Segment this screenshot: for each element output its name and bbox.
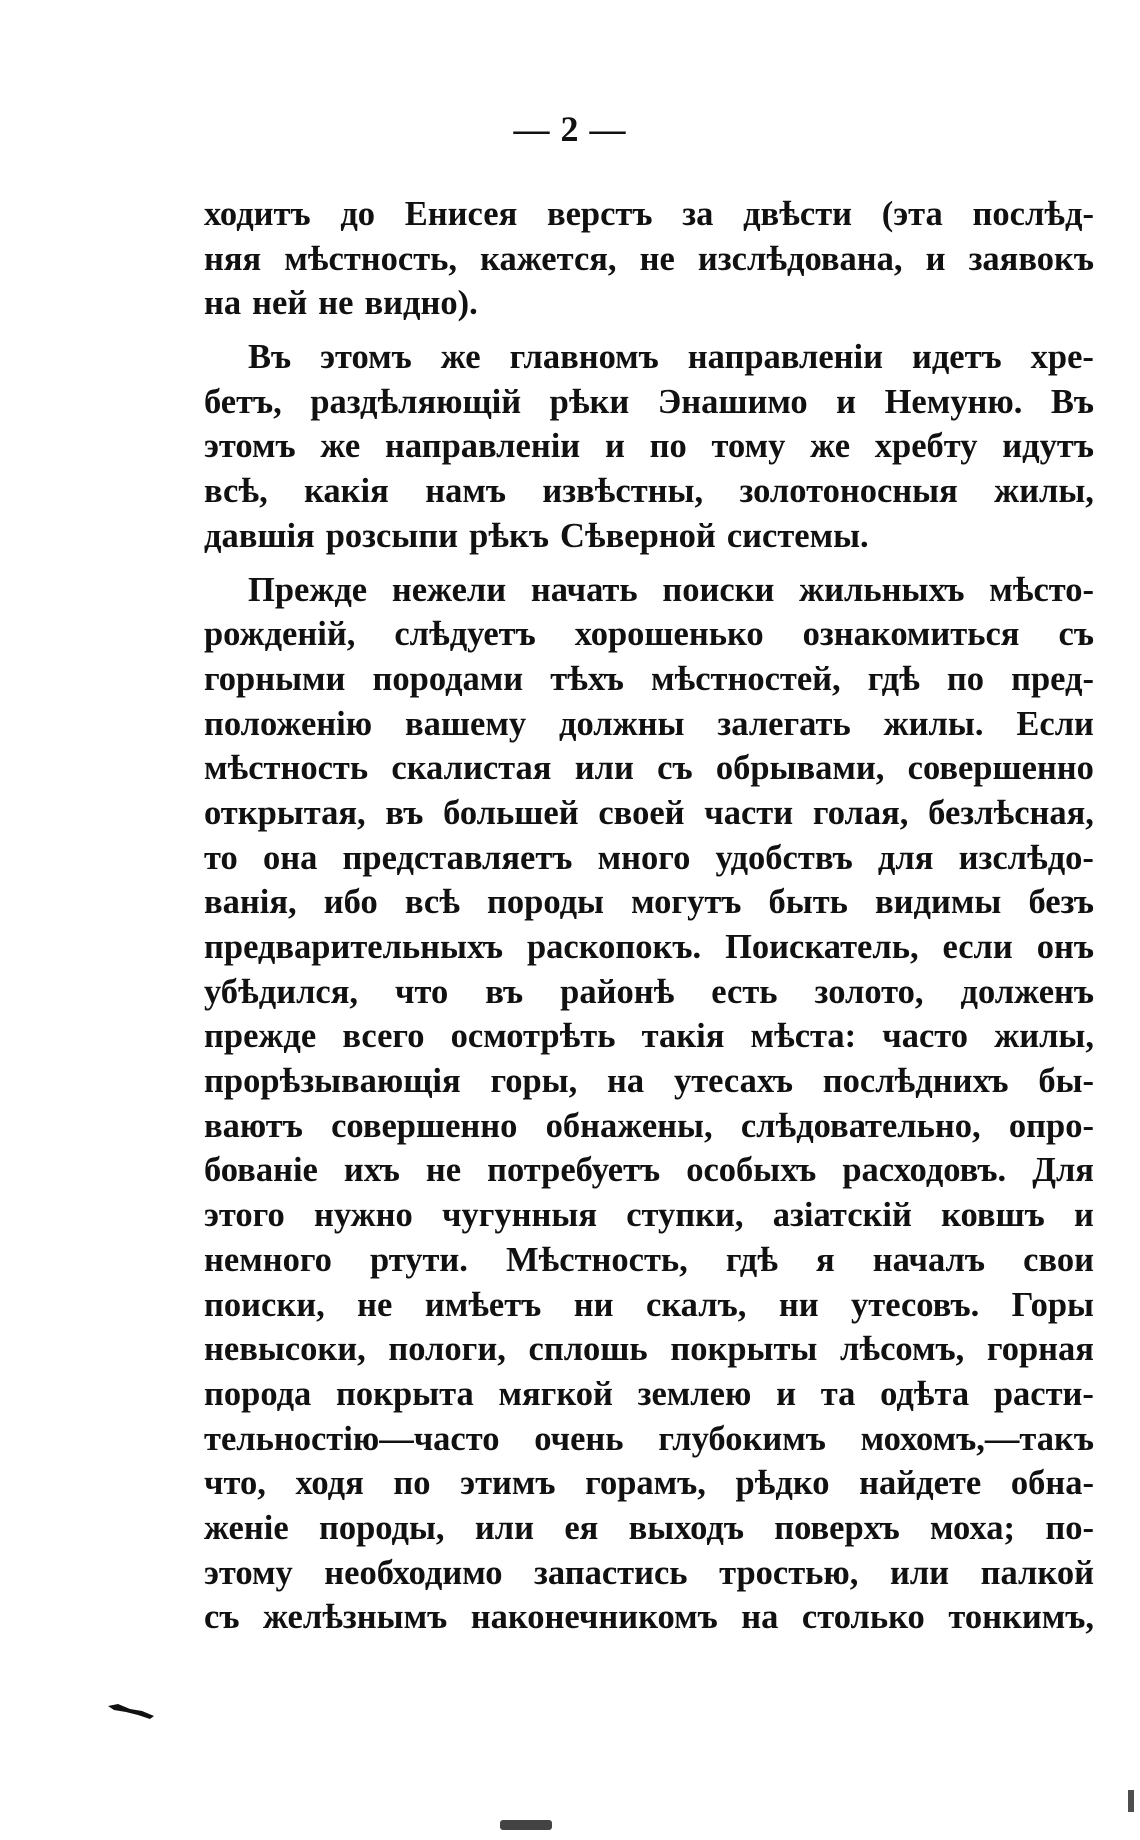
text-line: прежде всего осмотрѣть такія мѣста: часто жилы, — [204, 1017, 1094, 1056]
page-number: — 2 — — [513, 109, 627, 149]
ink-smudge — [108, 1702, 156, 1720]
paragraph — [204, 568, 1094, 1641]
text-line: прорѣзывающія горы, на утесахъ послѣднихъ бы- — [204, 1062, 1094, 1101]
text-line: немного ртути. Мѣстность, гдѣ я началъ свои — [204, 1240, 1094, 1279]
text-line: горными породами тѣхъ мѣстностей, гдѣ по пред- — [204, 659, 1094, 698]
text-line: тельностію—часто очень глубокимъ мохомъ,—такъ — [204, 1419, 1094, 1458]
text-line: бетъ, раздѣляющій рѣки Энашимо и Немуню. Въ — [204, 382, 1094, 421]
text-line: рожденій, слѣдуетъ хорошенько ознакомиться съ — [204, 615, 1094, 654]
text-line: ванія, ибо всѣ породы могутъ быть видимы безъ — [204, 883, 1094, 922]
text-line: ваютъ совершенно обнажены, слѣдовательно, опро- — [204, 1106, 1094, 1145]
ink-mark — [500, 1820, 552, 1830]
text-line: Въ этомъ же главномъ направленіи идетъ хре- — [248, 338, 1094, 377]
text-line: положенію вашему должны залегать жилы. Если — [204, 704, 1094, 743]
text-line: поиски, не имѣетъ ни скалъ, ни утесовъ. Горы — [204, 1285, 1094, 1324]
text-line: Прежде нежели начать поиски жильныхъ мѣсто- — [248, 570, 1094, 609]
paragraph-gap — [204, 326, 1094, 335]
text-line: предварительныхъ раскопокъ. Поискатель, если онъ — [204, 928, 1094, 966]
text-line: мѣстность скалистая или съ обрывами, совершенно — [204, 749, 1094, 788]
text-line: что, ходя по этимъ горамъ, рѣдко найдете обна- — [204, 1464, 1094, 1503]
text-line: бованіе ихъ не потребуетъ особыхъ расходовъ. Для — [204, 1151, 1094, 1190]
text-line: женіе породы, или ея выходъ поверхъ моха; по- — [204, 1508, 1094, 1547]
text-line: то она представляетъ много удобствъ для изслѣдо- — [204, 838, 1094, 877]
text-line: порода покрыта мягкой землею и та одѣта расти- — [204, 1374, 1094, 1413]
paragraph — [204, 192, 1094, 326]
text-line: давшія розсыпи рѣкъ Сѣверной системы. — [204, 516, 869, 555]
text-line: съ желѣзнымъ наконечникомъ на столько тонкимъ, — [204, 1598, 1094, 1637]
text-line: открытая, въ большей своей части голая, безлѣсная, — [204, 793, 1094, 832]
text-line: этомъ же направленіи и по тому же хребту идутъ — [204, 427, 1094, 466]
text-line: на ней не видно). — [204, 284, 478, 323]
edge-mark — [1128, 1790, 1134, 1812]
text-line: няя мѣстность, кажется, не изслѣдована, и заявокъ — [204, 239, 1094, 278]
body-text — [204, 192, 1094, 1640]
text-line: убѣдился, что въ районѣ есть золото, долженъ — [204, 972, 1094, 1011]
text-line: невысоки, пологи, сплошь покрыты лѣсомъ, горная — [204, 1330, 1094, 1369]
paragraph — [204, 335, 1094, 558]
paragraph-gap — [204, 559, 1094, 568]
text-line: этому необходимо запастись тростью, или палкой — [204, 1553, 1094, 1592]
text-line: этого нужно чугунныя ступки, азіатскій ковшъ и — [204, 1196, 1094, 1235]
text-line: ходитъ до Енисея верстъ за двѣсти (эта послѣд- — [204, 195, 1094, 233]
text-line: всѣ, какія намъ извѣстны, золотоносныя жилы, — [204, 472, 1094, 511]
